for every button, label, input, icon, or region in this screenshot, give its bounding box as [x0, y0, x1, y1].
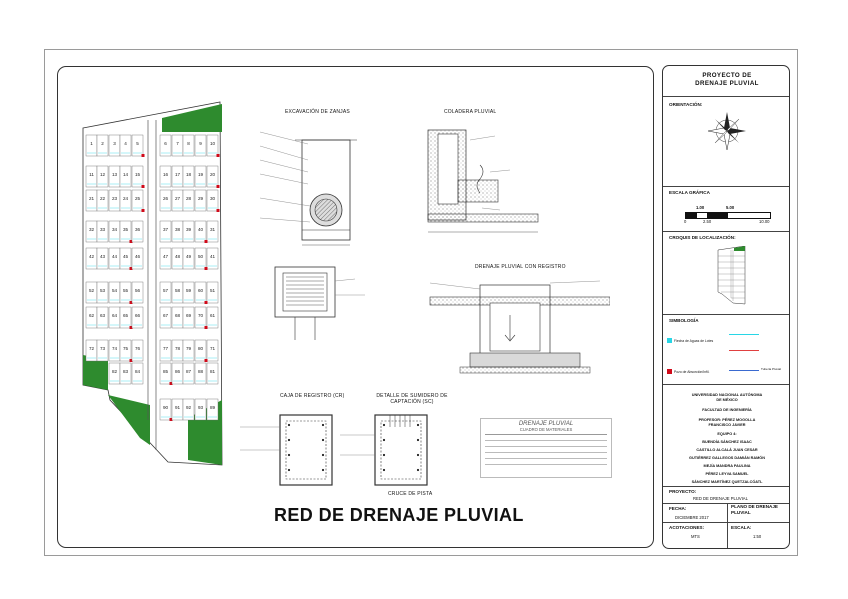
lot-number: 86: [174, 369, 181, 374]
scale-bottom-3: 10.00: [759, 219, 770, 224]
lot-number: 1: [90, 141, 93, 146]
member-6: SÁNCHEZ MARTÍNEZ QUETZALCÓATL: [691, 480, 763, 484]
lot-number: 41: [209, 254, 216, 259]
lot-number: 64: [111, 313, 118, 318]
materials-table-subtitle: CUADRO DE MATERIALES: [519, 427, 573, 432]
scale-bottom-1: 0: [684, 219, 687, 224]
proyecto-label: PROYECTO:: [669, 489, 697, 494]
lot-number: 9: [199, 141, 202, 146]
lot-number: 52: [88, 288, 95, 293]
lot-number: 62: [88, 313, 95, 318]
materials-table: [480, 418, 612, 478]
escala-label: ESCALA:: [731, 525, 752, 530]
drain-marker: [142, 185, 145, 188]
drain-marker: [205, 240, 208, 243]
lot-number: 18: [185, 172, 192, 177]
rejilla-plan: [255, 255, 385, 345]
lot-number: 7: [176, 141, 179, 146]
escala-value: 1:50: [753, 534, 762, 539]
lot-number: 89: [209, 405, 216, 410]
lot-number: 56: [134, 288, 141, 293]
sym-item-2: Pozo de Absorción/Infil.: [674, 370, 710, 374]
lot-number: 17: [174, 172, 181, 177]
lot-number: 5: [136, 141, 139, 146]
location-sketch: [717, 246, 747, 306]
project-title: PROYECTO DE DRENAJE PLUVIAL: [695, 72, 759, 87]
drain-marker: [205, 267, 208, 270]
coladera-detail: [410, 120, 550, 250]
sym-item-3: Tubería Pluvial: [761, 367, 781, 371]
university: UNIVERSIDAD NACIONAL AUTÓNOMA DE MÉXICO: [691, 393, 763, 403]
lot-number: 70: [197, 313, 204, 318]
lot-number: 59: [185, 288, 192, 293]
lot-number: 10: [209, 141, 216, 146]
lot-number: 29: [197, 196, 204, 201]
drain-marker: [205, 359, 208, 362]
site-plan: [80, 100, 225, 470]
scale-top-1: 1.00: [696, 205, 705, 210]
lot-number: 4: [124, 141, 127, 146]
lot-number: 90: [162, 405, 169, 410]
lot-number: 43: [99, 254, 106, 259]
lot-number: 25: [134, 196, 141, 201]
drain-marker: [205, 326, 208, 329]
lot-number: 91: [174, 405, 181, 410]
lot-number: 74: [111, 346, 118, 351]
faculty: FACULTAD DE INGENIERÍA: [702, 408, 752, 412]
lot-number: 50: [197, 254, 204, 259]
lot-number: 6: [164, 141, 167, 146]
lot-number: 21: [88, 196, 95, 201]
lot-number: 27: [174, 196, 181, 201]
sumidero-title: DETALLE DE SUMIDERO DE CAPTACIÓN (SC): [376, 393, 448, 405]
lot-number: 36: [134, 227, 141, 232]
lot-number: 83: [122, 369, 129, 374]
lot-number: 66: [134, 313, 141, 318]
lot-number: 26: [162, 196, 169, 201]
plano-label: PLANO DE DRENAJE PLUVIAL: [731, 504, 778, 515]
lot-number: 84: [134, 369, 141, 374]
sym-red-swatch: [667, 369, 672, 374]
scale-top-2: 5.00: [726, 205, 735, 210]
lot-number: 75: [122, 346, 129, 351]
lot-number: 80: [197, 346, 204, 351]
lot-number: 44: [111, 254, 118, 259]
lot-number: 72: [88, 346, 95, 351]
lot-number: 88: [197, 369, 204, 374]
orientacion-label: ORIENTACIÓN:: [669, 102, 703, 107]
lot-number: 24: [122, 196, 129, 201]
lot-number: 14: [122, 172, 129, 177]
lot-number: 31: [209, 227, 216, 232]
title-block-vdivider: [727, 503, 728, 549]
lot-number: 60: [197, 288, 204, 293]
excavacion-detail: [250, 120, 360, 250]
lot-number: 76: [134, 346, 141, 351]
lot-number: 15: [134, 172, 141, 177]
lot-number: 63: [99, 313, 106, 318]
lot-number: 77: [162, 346, 169, 351]
registro-detail: [410, 275, 610, 375]
lot-number: 13: [111, 172, 118, 177]
lot-number: 65: [122, 313, 129, 318]
lot-number: 49: [185, 254, 192, 259]
lot-number: 45: [122, 254, 129, 259]
lot-number: 20: [209, 172, 216, 177]
caja-title: CAJA DE REGISTRO (CR): [280, 393, 345, 399]
lot-number: 38: [174, 227, 181, 232]
member-1: BUENDÍA SÁNCHEZ ISAAC: [702, 440, 752, 444]
drain-marker: [142, 154, 145, 157]
materials-table-title: DRENAJE PLUVIAL: [518, 421, 574, 427]
lot-number: 37: [162, 227, 169, 232]
lot-number: 40: [197, 227, 204, 232]
lot-number: 34: [111, 227, 118, 232]
lot-number: 67: [162, 313, 169, 318]
lot-number: 87: [185, 369, 192, 374]
lot-number: 55: [122, 288, 129, 293]
drain-marker: [205, 301, 208, 304]
lot-number: 81: [209, 369, 216, 374]
lot-number: 33: [99, 227, 106, 232]
caja-sumidero-detail: [240, 405, 450, 490]
sym-item-1: Flecha de Aguas de Lotes: [674, 339, 714, 343]
professor: PROFESOR: PÉREZ MOGOLLA FRANCISCO JAVIER: [698, 418, 756, 428]
member-4: MEJÍA MANDRA PAULINA: [703, 464, 751, 468]
sym-line-blue: [729, 370, 759, 371]
excavacion-title: EXCAVACIÓN DE ZANJAS: [285, 109, 350, 115]
drain-marker: [142, 209, 145, 212]
lot-number: 11: [89, 172, 94, 177]
crucero-title: CRUCE DE PISTA: [388, 491, 433, 497]
member-3: GUTIÉRREZ GALLEGOS DAMIÁN RAMÓN: [689, 456, 765, 460]
simbologia-label: SIMBOLOGÍA: [669, 318, 699, 323]
coladera-title: COLADERA PLUVIAL: [444, 109, 497, 115]
title-block: [662, 65, 790, 549]
lot-number: 73: [99, 346, 106, 351]
lot-number: 12: [99, 172, 106, 177]
drain-marker: [217, 209, 220, 212]
sym-cyan-swatch: [667, 338, 672, 343]
acotaciones-label: ACOTACIONES:: [669, 525, 705, 530]
lot-number: 42: [88, 254, 95, 259]
lot-number: 16: [162, 172, 169, 177]
lot-number: 19: [197, 172, 204, 177]
sym-line-cyan: [729, 334, 759, 335]
lot-number: 3: [113, 141, 116, 146]
registro-title: DRENAJE PLUVIAL CON REGISTRO: [475, 264, 566, 270]
team-label: EQUIPO 4:: [717, 432, 737, 436]
lot-number: 93: [197, 405, 204, 410]
lot-number: 30: [209, 196, 216, 201]
scale-bottom-2: 2.50: [703, 219, 712, 224]
croquis-label: CROQUIS DE LOCALIZACIÓN:: [669, 235, 736, 240]
lot-number: 23: [111, 196, 118, 201]
lot-number: 61: [209, 313, 216, 318]
lot-number: 35: [122, 227, 129, 232]
lot-number: 54: [111, 288, 118, 293]
lot-number: 78: [174, 346, 181, 351]
sheet-title: RED DE DRENAJE PLUVIAL: [274, 505, 524, 525]
lot-number: 51: [209, 288, 216, 293]
lot-number: 68: [174, 313, 181, 318]
member-2: CASTILLO ALCALÁ JUAN CESAR: [696, 448, 758, 452]
member-5: PÉREZ LEYVA SAMUEL: [705, 472, 749, 476]
lot-number: 58: [174, 288, 181, 293]
lot-number: 32: [88, 227, 95, 232]
lot-number: 53: [99, 288, 106, 293]
lot-number: 48: [174, 254, 181, 259]
north-arrow-icon: [707, 110, 747, 152]
lot-number: 92: [185, 405, 192, 410]
drain-marker: [217, 185, 220, 188]
acotaciones-value: MTS: [691, 534, 700, 539]
lot-number: 71: [209, 346, 216, 351]
proyecto-value: RED DE DRENAJE PLUVIAL: [693, 496, 748, 501]
lot-number: 57: [162, 288, 169, 293]
fecha-label: FECHA:: [669, 506, 687, 511]
lot-number: 46: [134, 254, 141, 259]
drain-marker: [217, 154, 220, 157]
lot-number: 2: [101, 141, 104, 146]
lot-number: 47: [162, 254, 169, 259]
fecha-value: DICIEMBRE 2017: [675, 515, 709, 520]
lot-number: 22: [99, 196, 106, 201]
lot-number: 8: [187, 141, 190, 146]
lot-number: 85: [162, 369, 169, 374]
lot-number: 79: [185, 346, 192, 351]
lot-number: 69: [185, 313, 192, 318]
escala-grafica-label: ESCALA GRÁFICA: [669, 190, 710, 195]
lot-number: 82: [111, 369, 118, 374]
lot-number: 39: [185, 227, 192, 232]
graphic-scale: [685, 212, 771, 219]
sym-line-red: [729, 350, 759, 351]
lot-number: 28: [185, 196, 192, 201]
